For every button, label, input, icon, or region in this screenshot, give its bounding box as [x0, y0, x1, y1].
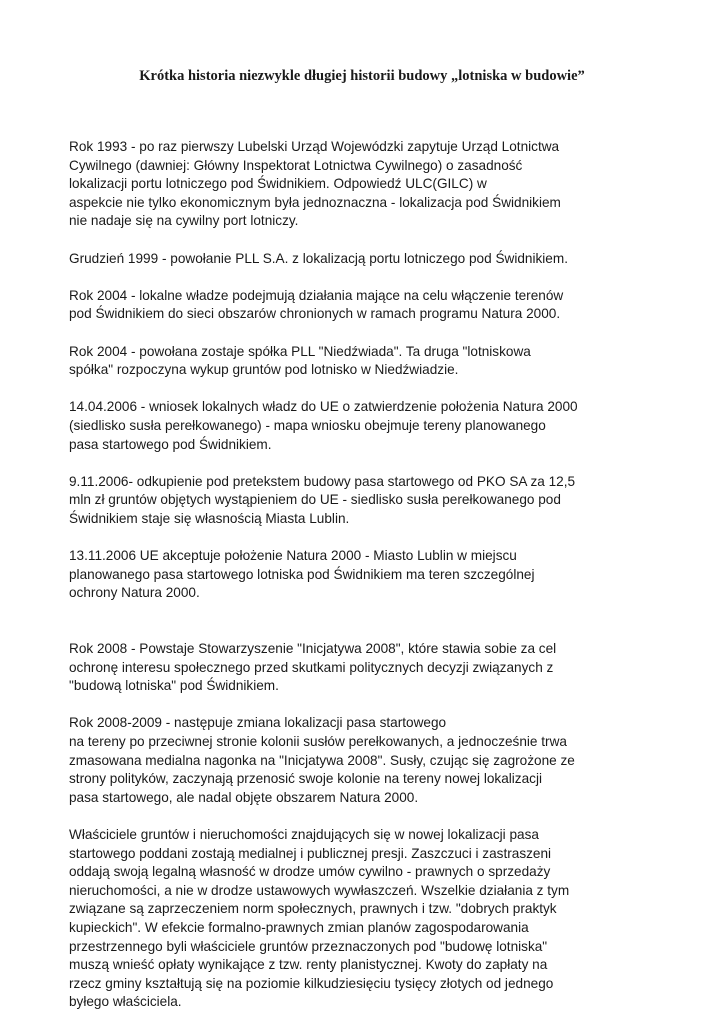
text-line: 14.04.2006 - wniosek lokalnych władz do UE o zatwierdzenie położenia Natura 2000	[69, 399, 578, 415]
text-line: pod Świdnikiem do sieci obszarów chronionych w ramach programu Natura 2000.	[69, 306, 561, 322]
text-line: spółka" rozpoczyna wykup gruntów pod lotnisko w Niedźwiadzie.	[69, 362, 459, 378]
text-line: 9.11.2006- odkupienie pod pretekstem budowy pasa startowego od PKO SA za 12,5	[69, 473, 576, 489]
text-line: 13.11.2006 UE akceptuje położenie Natura 2000 - Miasto Lublin w miejscu	[69, 548, 517, 564]
paragraph-14-04-2006	[69, 398, 669, 454]
text-line: Rok 2004 - lokalne władze podejmują działania mające na celu włączenie terenów	[69, 287, 564, 303]
text-line: przestrzennego byli właściciele gruntów przeznaczonych pod "budowę lotniska"	[69, 938, 548, 954]
text-line: pasa startowego, ale nadal objęte obszarem Natura 2000.	[69, 789, 419, 805]
text-line: Cywilnego (dawniej: Główny Inspektorat Lotnictwa Cywilnego) o zasadność	[69, 157, 523, 173]
text-line: Właściciele gruntów i nieruchomości znajdujących się w nowej lokalizacji pasa	[69, 826, 539, 842]
text-line: strony polityków, zaczynają przenosić swoje kolonie na tereny nowej lokalizacji	[69, 771, 542, 787]
text-line: mln zł gruntów objętych wystąpieniem do UE - siedlisko susła perełkowanego pod	[69, 492, 561, 508]
paragraph-rok-2004-natura	[69, 287, 669, 324]
text-line: zmasowana medialna nagonka na "Inicjatywa 2008". Susły, czując się zagrożone ze	[69, 752, 575, 768]
text-line: ochrony Natura 2000.	[69, 585, 200, 601]
text-line: aspekcie nie tylko ekonomicznym była jednoznaczna - lokalizacja pod Świdnikiem	[69, 194, 561, 210]
text-line: Rok 2008 - Powstaje Stowarzyszenie "Inicjatywa 2008", które stawia sobie za cel	[69, 641, 557, 657]
text-line: Grudzień 1999 - powołanie PLL S.A. z lokalizacją portu lotniczego pod Świdnikiem.	[69, 250, 568, 266]
text-line: Świdnikiem staje się własnością Miasta Lublin.	[69, 510, 350, 526]
paragraph-wlasciciele-gruntow	[69, 826, 669, 1012]
document-body	[69, 138, 669, 1031]
text-line: Rok 1993 - po raz pierwszy Lubelski Urząd Wojewódzki zapytuje Urząd Lotnictwa	[69, 139, 560, 154]
document-title: Krótka historia niezwykle długiej historii budowy „lotniska w budowie”	[139, 68, 585, 84]
paragraph-rok-2008	[69, 640, 669, 696]
text-line: "budową lotniska" pod Świdnikiem.	[69, 678, 279, 694]
text-line: związane są zaprzeczeniem norm społecznych, prawnych i tzw. "dobrych praktyk	[69, 901, 557, 917]
text-line: pasa startowego pod Świdnikiem.	[69, 436, 272, 452]
text-line: kupieckich". W efekcie formalno-prawnych zmian planów zagospodarowania	[69, 919, 529, 935]
text-line: nie nadaje się na cywilny port lotniczy.	[69, 213, 299, 229]
text-line: startowego poddani zostają medialnej i publicznej presji. Zaszczuci i zastraszeni	[69, 845, 552, 861]
text-line: nieruchomości, a nie w drodze ustawowych wywłaszczeń. Wszelkie działania z tym	[69, 882, 570, 898]
text-line: muszą wnieść opłaty wynikające z tzw. renty planistycznej. Kwoty do zapłaty na	[69, 957, 548, 973]
text-line: planowanego pasa startowego lotniska pod Świdnikiem ma teren szczególnej	[69, 566, 535, 582]
text-line: Rok 2008-2009 - następuje zmiana lokalizacji pasa startowego	[69, 715, 447, 731]
text-line: ochronę interesu społecznego przed skutkami politycznych decyzji związanych z	[69, 659, 554, 675]
text-line: oddają swoją legalną własność w drodze umów cywilno - prawnych o sprzedaży	[69, 864, 551, 880]
paragraph-13-11-2006	[69, 547, 669, 603]
paragraph-9-11-2006	[69, 473, 669, 529]
text-line: lokalizacji portu lotniczego pod Świdnikiem. Odpowiedź ULC(GILC) w	[69, 176, 487, 192]
paragraph-grudzien-1999	[69, 250, 669, 269]
paragraph-rok-2004-spolka	[69, 343, 669, 380]
text-line: na tereny po przeciwnej stronie kolonii susłów perełkowanych, a jednocześnie trwa	[69, 734, 567, 749]
text-line: Rok 2004 - powołana zostaje spółka PLL "Niedźwiada". Ta druga "lotniskowa	[69, 343, 531, 359]
text-line: (siedlisko susła perełkowanego) - mapa wniosku obejmuje tereny planowanego	[69, 417, 546, 433]
text-line: byłego właściciela.	[69, 994, 182, 1010]
paragraph-rok-2008-2009	[69, 714, 669, 807]
text-line: rzecz gminy kształtują się na poziomie kilkudziesięciu tysięcy złotych od jednego	[69, 975, 554, 991]
paragraph-rok-1993	[69, 138, 669, 231]
